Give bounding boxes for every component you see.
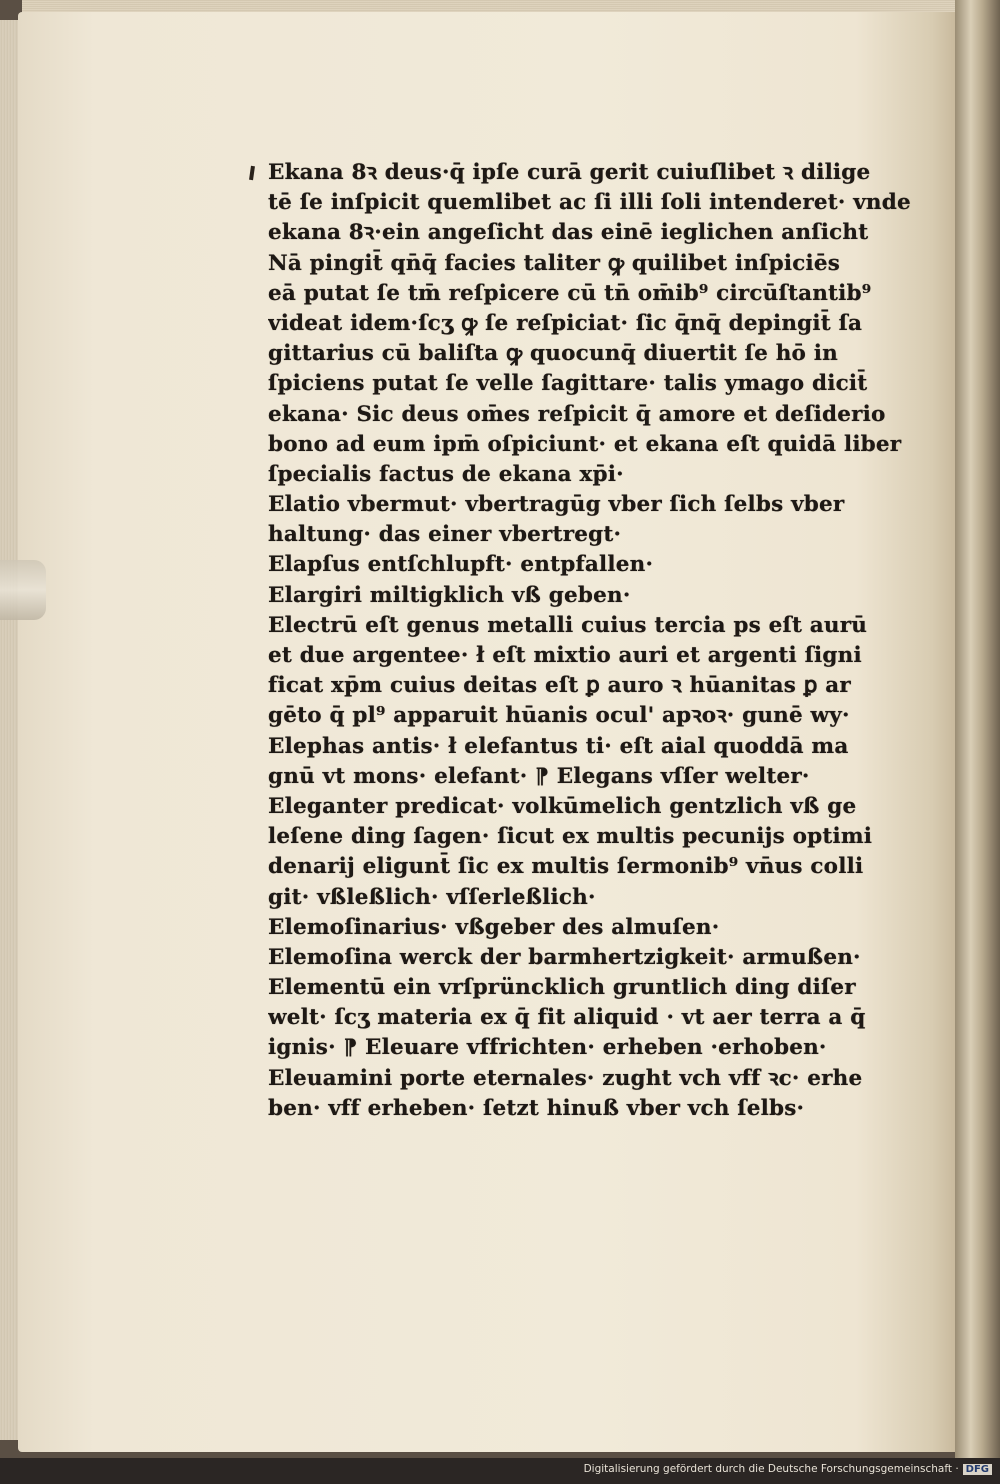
text-line: [268, 973, 918, 1003]
text-line: [268, 641, 918, 671]
text-line: [268, 822, 918, 852]
text-line: [268, 158, 918, 188]
text-line-content: Nā pingit̄ qn̄q̄ facies taliter ꝙ quilibet inſpiciēs: [268, 250, 841, 276]
book-gutter: [955, 0, 1000, 1460]
text-line: [268, 460, 918, 490]
text-line-content: videat idem·ſcʒ ꝙ ſe reſpiciat· ſic q̄nq̄ depingit̄ ſa: [268, 310, 863, 336]
text-line-content: leſene ding ſagen· ſicut ex multis pecunijs optimi: [268, 824, 873, 850]
text-line: [268, 490, 918, 520]
text-line-content: eā putat ſe tm̄ reſpicere cū tn̄ om̄ib⁹ circūſtantib⁹: [268, 280, 872, 306]
text-line-content: ficat xp̄m cuius deitas eſt ꝑ auro ꝛ hūanitas ꝑ ar: [268, 673, 851, 699]
text-line-content: Elemoſina werck der barmhertzigkeit· armußen·: [268, 944, 861, 970]
text-line-content: Eleuamini porte eternales· zught vch vff ꝛc· erhe: [268, 1065, 863, 1091]
text-line-content: et due argentee· ł eſt mixtio auri et argenti ſigni: [268, 643, 862, 668]
footer-credit: Digitalisierung gefördert durch die Deutsche Forschungsgemeinschaft ·: [583, 1463, 959, 1475]
text-line-content: ekana· Sic deus om̄es reſpicit q̄ amore et deſiderio: [268, 401, 886, 427]
footer-bar: [0, 1458, 1000, 1484]
text-line: [268, 188, 918, 218]
text-line: [268, 671, 918, 701]
dfg-logo: DFG: [963, 1464, 992, 1475]
text-line-content: ignis· ⁋ Eleuare vffrichten· erheben ·erhoben·: [268, 1035, 827, 1061]
text-line-content: tē ſe inſpicit quemlibet ac ſi illi ſoli intenderet· vnde: [268, 190, 911, 216]
text-line: [268, 732, 918, 762]
text-line-content: ſpecialis factus de ekana xp̄i·: [268, 461, 624, 487]
text-line-content: ekana 8ꝛ·ein angeſicht das einē ieglichen anſicht: [268, 220, 869, 246]
text-line: [268, 520, 918, 550]
text-line-content: ſpiciens putat ſe velle ſagittare· talis ymago dicit̄: [268, 371, 868, 397]
text-line-content: Elatio vbermut· vbertragūg vber ſich ſelbs vber: [268, 492, 845, 518]
text-line: [268, 279, 918, 309]
text-line: [268, 369, 918, 399]
book-clip: [0, 560, 46, 620]
text-line-content: Elemoſinarius· vßgeber des almuſen·: [268, 914, 720, 940]
text-line: [268, 1064, 918, 1094]
text-line: [268, 1094, 918, 1124]
text-line: [268, 1003, 918, 1033]
footer-credit-wrap: [584, 1463, 992, 1475]
text-line: [268, 430, 918, 460]
text-line: [268, 339, 918, 369]
text-line-content: Elargiri miltigklich vß geben·: [268, 582, 631, 608]
text-line: [268, 611, 918, 641]
text-line: [268, 218, 918, 248]
text-line: [268, 762, 918, 792]
text-line-content: denarij eligunt̄ ſic ex multis ſermonib⁹ vn̄us colli: [268, 854, 864, 880]
text-line-content: ben· vff erheben· ſetzt hinuß vber vch ſelbs·: [268, 1095, 805, 1121]
text-line: [268, 249, 918, 279]
text-line-content: gittarius cū baliſta ꝙ quocunq̄ diuertit ſe hō in: [268, 341, 838, 367]
text-line: [268, 1033, 918, 1063]
text-line: [268, 400, 918, 430]
printed-text-block: [268, 158, 918, 1124]
text-line-content: Ekana 8ꝛ deus·q̄ ipſe curā gerit cuiuſlibet ꝛ dilige: [268, 160, 871, 185]
text-line: [268, 943, 918, 973]
text-line: [268, 883, 918, 913]
text-line-content: gēto q̄ pl⁹ apparuit hūanis ocul' apꝛoꝛ· gunē wy·: [268, 703, 850, 729]
text-line: [268, 792, 918, 822]
text-line-content: Elephas antis· ł elefantus ti· eſt aial quoddā ma: [268, 733, 849, 759]
text-line-content: gnū vt mons· elefant· ⁋ Elegans vſſer welter·: [268, 763, 810, 789]
text-line-content: Elementū ein vrſprüncklich gruntlich ding diſer: [268, 975, 856, 1001]
text-line: [268, 581, 918, 611]
text-line: [268, 701, 918, 731]
text-line: [268, 913, 918, 943]
text-line-content: haltung· das einer vbertregt·: [268, 522, 622, 548]
text-line-content: Eleganter predicat· volkūmelich gentzlich vß ge: [268, 793, 857, 819]
text-line-content: bono ad eum ipm̄ oſpiciunt· et ekana eſt quidā liber: [268, 431, 902, 457]
text-line: [268, 852, 918, 882]
text-line: [268, 309, 918, 339]
text-line-content: welt· ſcʒ materia ex q̄ fit aliquid · vt aer terra a q̄: [268, 1005, 866, 1031]
text-line: [268, 550, 918, 580]
text-line-content: git· vßleßlich· vſſerleßlich·: [268, 884, 596, 910]
text-line-content: Elapſus entſchlupft· entpfallen·: [268, 552, 654, 578]
text-line-content: Electrū eſt genus metalli cuius tercia ps eſt aurū: [268, 612, 868, 638]
